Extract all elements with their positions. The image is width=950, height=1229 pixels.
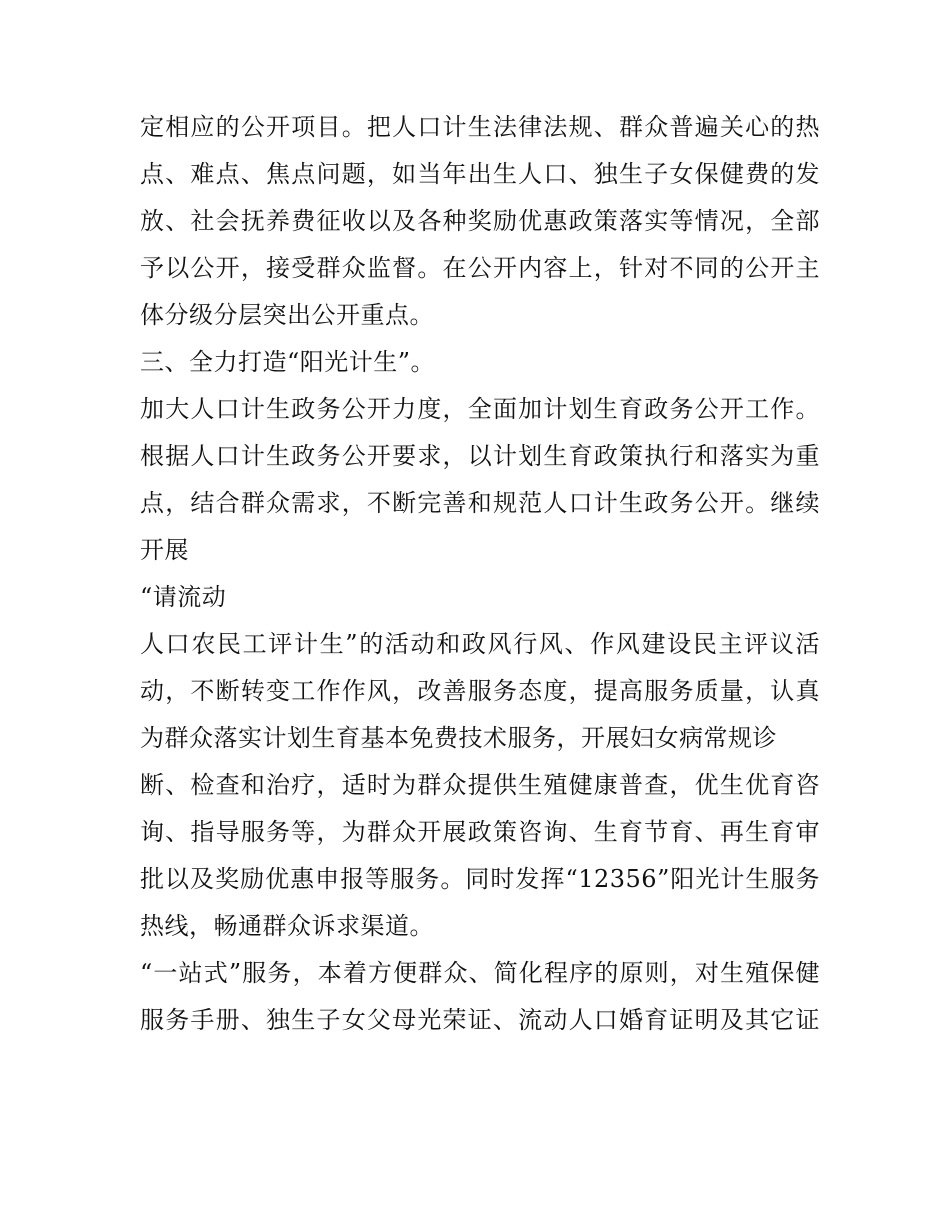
document-body bbox=[140, 104, 820, 1044]
text-line: 服务手册、独生子女父母光荣证、流动人口婚育证明及其它证 bbox=[140, 1006, 820, 1034]
text-line: 开展 bbox=[140, 536, 189, 564]
text-line: “一站式”服务，本着方便群众、简化程序的原则，对生殖保健 bbox=[140, 959, 820, 987]
text-line: 予以公开，接受群众监督。在公开内容上，针对不同的公开主 bbox=[140, 254, 820, 282]
text-line: 根据人口计生政务公开要求，以计划生育政策执行和落实为重 bbox=[140, 442, 820, 470]
text-line: 热线，畅通群众诉求渠道。 bbox=[140, 912, 434, 940]
text-line: 点、难点、焦点问题，如当年出生人口、独生子女保健费的发 bbox=[140, 160, 820, 188]
text-line: 断、检查和治疗，适时为群众提供生殖健康普查，优生优育咨 bbox=[140, 771, 820, 799]
text-line: 加大人口计生政务公开力度，全面加计划生育政务公开工作。 bbox=[140, 395, 820, 423]
text-line: 人口农民工评计生”的活动和政风行风、作风建设民主评议活 bbox=[140, 630, 820, 658]
section-heading: 三、全力打造“阳光计生”。 bbox=[140, 348, 436, 376]
text-line: “请流动 bbox=[140, 583, 227, 611]
text-line: 点，结合群众需求，不断完善和规范人口计生政务公开。继续 bbox=[140, 489, 820, 517]
text-line: 体分级分层突出公开重点。 bbox=[140, 301, 434, 329]
text-line: 为群众落实计划生育基本免费技术服务，开展妇女病常规诊 bbox=[140, 724, 777, 752]
text-line: 批以及奖励优惠申报等服务。同时发挥“12356”阳光计生服务 bbox=[140, 865, 820, 893]
text-line: 询、指导服务等，为群众开展政策咨询、生育节育、再生育审 bbox=[140, 818, 820, 846]
text-line: 定相应的公开项目。把人口计生法律法规、群众普遍关心的热 bbox=[140, 113, 820, 141]
text-line: 放、社会抚养费征收以及各种奖励优惠政策落实等情况，全部 bbox=[140, 207, 820, 235]
text-line: 动，不断转变工作作风，改善服务态度，提高服务质量，认真 bbox=[140, 677, 820, 705]
